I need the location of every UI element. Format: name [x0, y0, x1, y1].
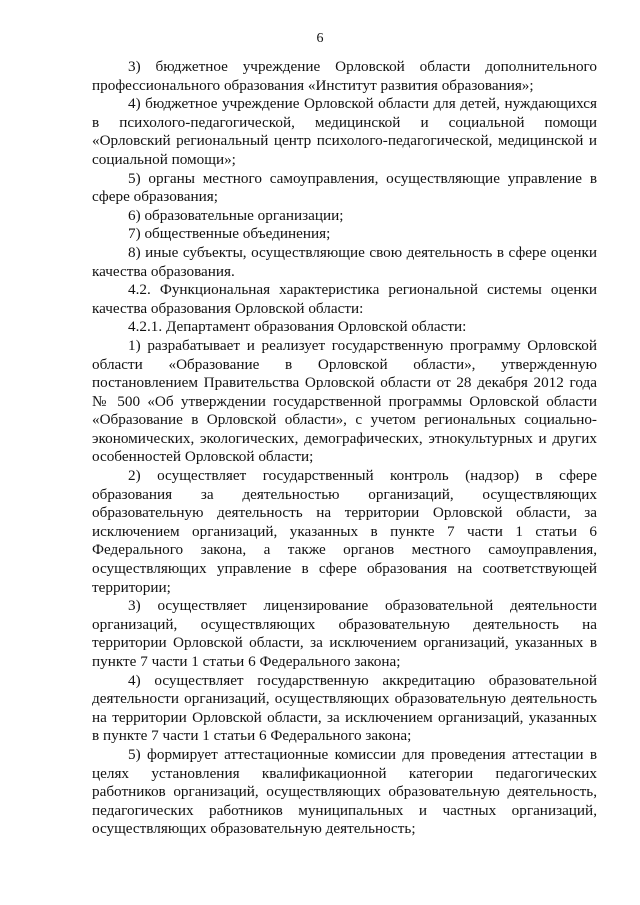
- paragraph-function-4-accreditation: 4) осуществляет государственную аккредитацию образовательной деятельности организаций, осуществляющих образовательную деятельность на территории Орловской области, за исключением организаций, указанных в пункте 7 части 1 статьи 6 Федерального закона;: [92, 671, 597, 745]
- paragraph-function-2-control: 2) осуществляет государственный контроль (надзор) в сфере образования за деятельностью организаций, осуществляющих образовательную деятельность на территории Орловской области, за исключением организаций, указанных в пункте 7 части 1 статьи 6 Федерального закона, а также органов местного самоуправления, осуществляющих управление в сфере образования на соответствующей территории;: [92, 467, 597, 596]
- paragraph-item-7-public-associations: 7) общественные объединения;: [128, 225, 331, 243]
- paragraph-item-4-center: 4) бюджетное учреждение Орловской области для детей, нуждающихся в психолого-педагогической, медицинской и социальной помощи «Орловский региональный центр психолого-педагогической, медицинской и социальной помощи»;: [92, 95, 597, 168]
- body-text: [92, 58, 597, 839]
- paragraph-function-3-licensing: 3) осуществляет лицензирование образовательной деятельности организаций, осуществляющих образовательную деятельность на территории Орловской области, за исключением организаций, указанных в пункте 7 части 1 статьи 6 Федерального закона;: [92, 597, 597, 670]
- paragraph-item-8-other-subjects: 8) иные субъекты, осуществляющие свою деятельность в сфере оценки качества образования.: [92, 243, 597, 280]
- page-number: 6: [316, 31, 324, 46]
- paragraph-item-5-local-government: 5) органы местного самоуправления, осуществляющие управление в сфере образования;: [92, 169, 597, 206]
- paragraph-item-3-institute: 3) бюджетное учреждение Орловской области дополнительного профессионального образования «Институт развития образования»;: [92, 58, 597, 94]
- paragraph-item-6-educational-orgs: 6) образовательные организации;: [128, 206, 344, 224]
- section-heading-4-2-1: 4.2.1. Департамент образования Орловской области:: [128, 318, 467, 336]
- section-heading-4-2: 4.2. Функциональная характеристика региональной системы оценки качества образования Орловской области:: [92, 281, 597, 317]
- paragraph-function-5-attestation: 5) формирует аттестационные комиссии для проведения аттестации в целях установления квалификационной категории педагогических работников организаций, осуществляющих образовательную деятельность, педагогических работников муниципальных и частных организаций, осуществляющих образовательную деятельность;: [92, 745, 597, 838]
- paragraph-function-1-program: 1) разрабатывает и реализует государственную программу Орловской области «Образование в Орловской области», утвержденную постановлением Правительства Орловской области от 28 декабря 2012 года № 500 «Об утверждении государственной программы Орловской области «Образование в Орловской области», с учетом региональных социально-экономических, экологических, демографических, этнокультурных и других особенностей Орловской области;: [92, 336, 597, 466]
